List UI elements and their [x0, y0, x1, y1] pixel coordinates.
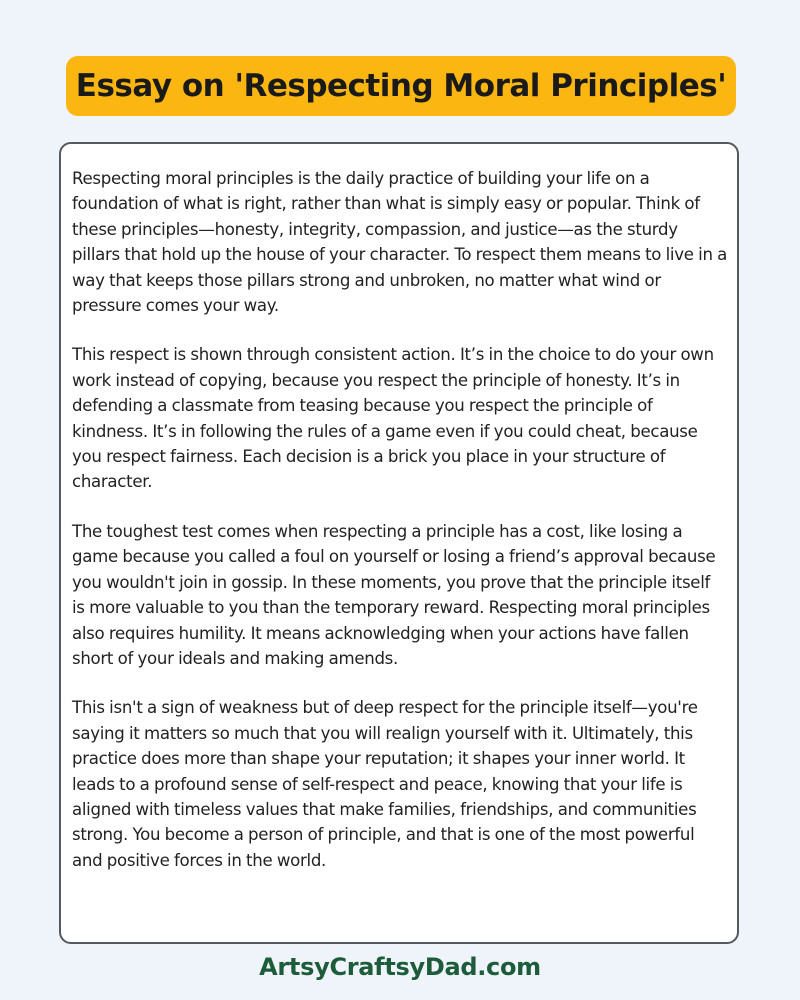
site-watermark: ArtsyCraftsyDad.com	[259, 953, 541, 981]
page-title: Essay on 'Respecting Moral Principles'	[75, 68, 727, 104]
essay-paragraph-3: The toughest test comes when respecting a principle has a cost, like losing a game because you called a foul on yourself or losing a friend’s approval because you wouldn't join in gossip. In these moments, you prove that the principle itself is more valuable to you than the temporary reward. Respecting moral principles also requires humility. It means acknowledging when your actions have fallen short of your ideals and making amends.	[72, 521, 716, 668]
essay-card	[59, 142, 739, 944]
essay-paragraph-1: Respecting moral principles is the daily practice of building your life on a foundation of what is right, rather than what is simply easy or popular. Think of these principles—honesty, integrity, compassion, and justice—as the sturdy pillars that hold up the house of your character. To respect them means to live in a way that keeps those pillars strong and unbroken, no matter what wind or pressure comes your way.	[72, 169, 728, 316]
essay-paragraph-2: This respect is shown through consistent action. It’s in the choice to do your own work instead of copying, because you respect the principle of honesty. It’s in defending a classmate from teasing because you respect the principle of kindness. It’s in following the rules of a game even if you could cheat, because you respect fairness. Each decision is a brick you place in your structure of character.	[72, 345, 714, 492]
title-banner	[66, 56, 736, 116]
essay-paragraph-4: This isn't a sign of weakness but of deep respect for the principle itself—you're saying it matters so much that you will realign yourself with it. Ultimately, this practice does more than shape your reputation; it shapes your inner world. It leads to a profound sense of self-respect and peace, knowing that your life is aligned with timeless values that make families, friendships, and communities strong. You become a person of principle, and that is one of the most powerful and positive forces in the world.	[72, 698, 698, 870]
